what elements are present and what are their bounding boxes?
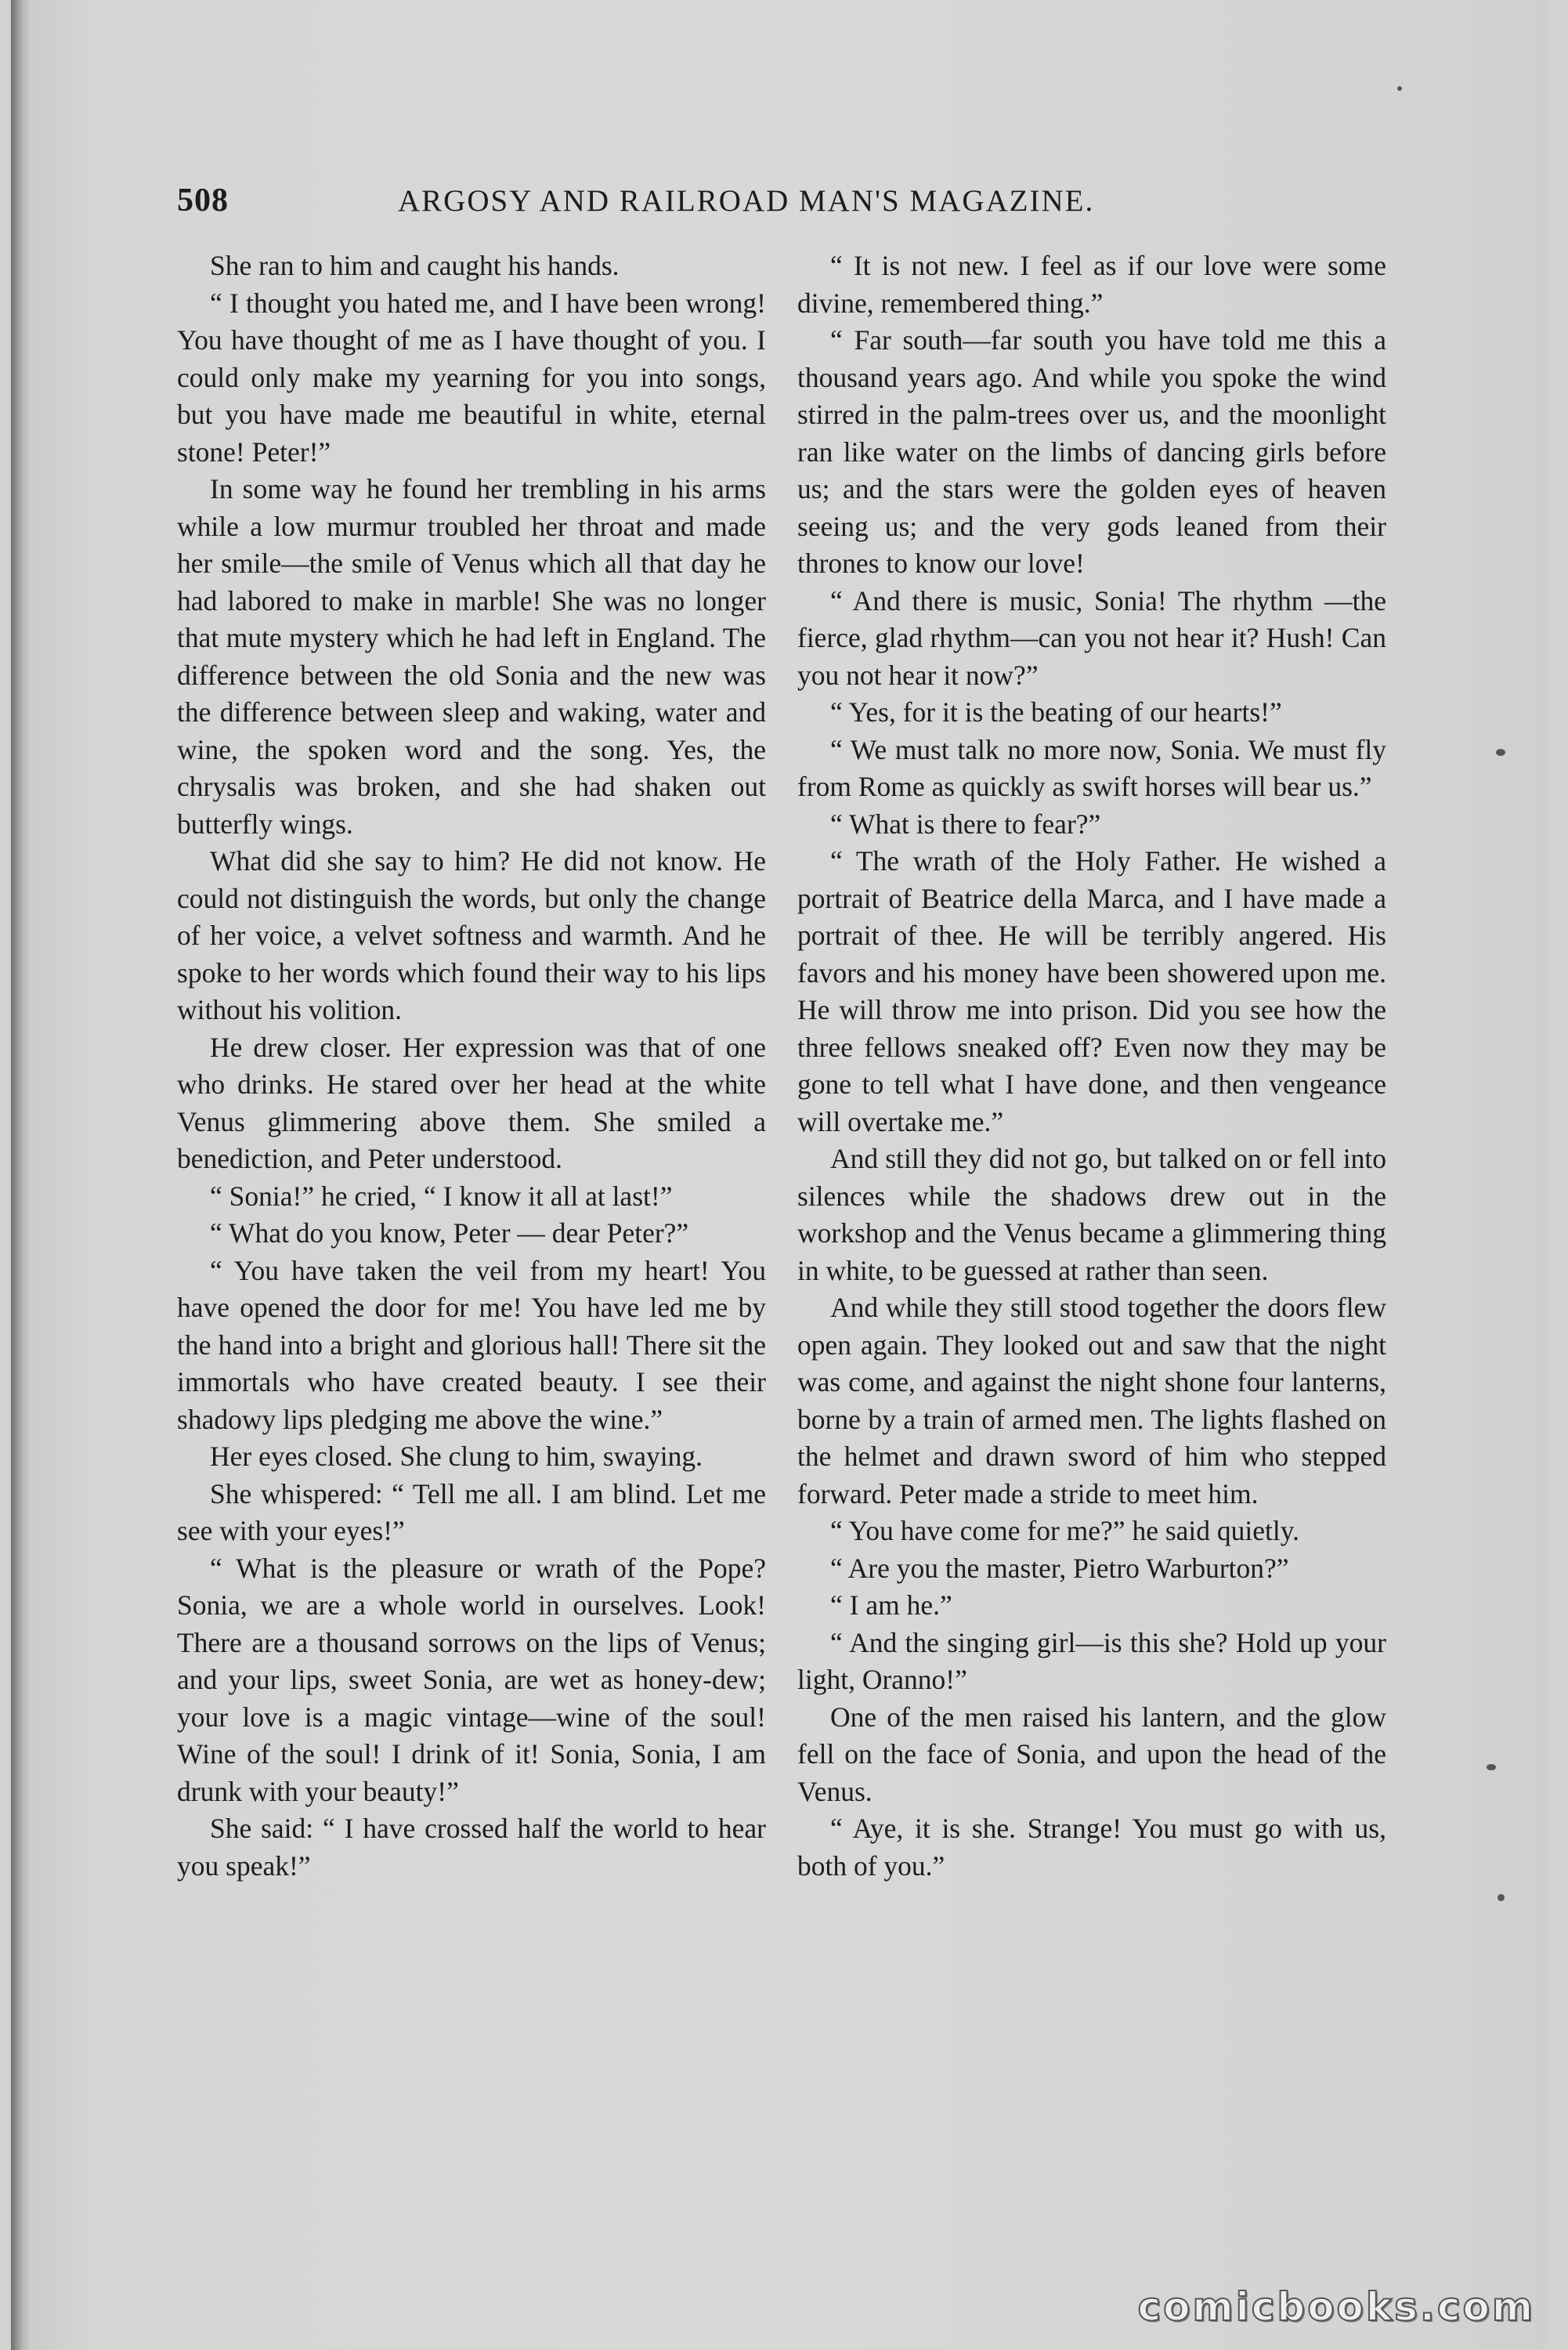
watermark-logo: comicbooks.com <box>1137 2284 1535 2330</box>
paragraph: “ Sonia!” he cried, “ I know it all at last!” <box>210 1180 673 1212</box>
paragraph: “ It is not new. I feel as if our love were some divine, remembered thing.” <box>797 250 1386 319</box>
paragraph: “ What is the pleasure or wrath of the Pope? Sonia, we are a whole world in ourselves. Look! There are a thousand sorrows on the lips of Venus; and your lips, sweet Sonia, are wet as honey-dew; your love is a magic vintage—wine of the soul! Wine of the soul! I drink of it! Sonia, Sonia, I am drunk with your beauty!” <box>177 1552 766 1807</box>
paragraph: One of the men raised his lantern, and the glow fell on the face of Sonia, and upon the head of the Venus. <box>797 1701 1386 1807</box>
paragraph: And still they did not go, but talked on or fell into silences while the shadows drew out in the workshop and the Venus became a glimmering thing in white, to be guessed at rather than seen. <box>797 1143 1386 1286</box>
paragraph: “ And there is music, Sonia! The rhythm —the fierce, glad rhythm—can you not hear it? Hush! Can you not hear it now?” <box>797 584 1386 691</box>
paper-speck <box>1496 749 1505 756</box>
magazine-page <box>11 0 1546 2350</box>
paragraph: “ Aye, it is she. Strange! You must go with us, both of you.” <box>797 1813 1386 1882</box>
paragraph: “ What is there to fear?” <box>830 808 1101 840</box>
paragraph: What did she say to him? He did not know. He could not distinguish the words, but only the change of her voice, a velvet softness and warmth. And he spoke to her words which found their way to his lips without his volition. <box>177 845 766 1025</box>
paragraph: And while they still stood together the doors flew open again. They looked out and saw that the night was come, and against the night shone four lanterns, borne by a train of armed men. The lights flashed on the helmet and drawn sword of him who stepped forward. Peter made a stride to meet him. <box>797 1292 1386 1509</box>
paragraph: “ Yes, for it is the beating of our hearts!” <box>830 696 1282 728</box>
paragraph: She ran to him and caught his hands. <box>210 250 620 281</box>
paper-speck <box>1397 86 1402 91</box>
paragraph: She whispered: “ Tell me all. I am blind. Let me see with your eyes!” <box>177 1477 766 1546</box>
paragraph: “ I thought you hated me, and I have been wrong! You have thought of me as I have thought of you. I could only make my yearning for you into songs, but you have made me beautiful in white, eternal stone! Peter!” <box>177 287 766 468</box>
paragraph: Her eyes closed. She clung to him, swaying. <box>210 1441 703 1472</box>
paper-speck <box>1487 1764 1496 1770</box>
paragraph: “ We must talk no more now, Sonia. We must fly from Rome as quickly as swift horses will bear us.” <box>797 733 1386 802</box>
paragraph: “ And the singing girl—is this she? Hold up your light, Oranno!” <box>797 1626 1386 1695</box>
paragraph: “ Are you the master, Pietro Warburton?” <box>830 1552 1289 1584</box>
paragraph: “ What do you know, Peter — dear Peter?” <box>210 1217 689 1249</box>
page-header <box>177 182 1383 229</box>
paragraph: “ I am he.” <box>830 1589 952 1621</box>
left-column <box>177 248 766 1885</box>
paragraph: He drew closer. Her expression was that of one who drinks. He stared over her head at the white Venus glimmering above them. She smiled a benediction, and Peter understood. <box>177 1031 766 1174</box>
page-spine-shadow <box>11 0 31 2350</box>
paragraph: In some way he found her trembling in his arms while a low murmur troubled her throat and made her smile—the smile of Venus which all that day he had labored to make in marble! She was no longer that mute mystery which he had left in England. The difference between the old Sonia and the new was the difference between sleep and waking, water and wine, the spoken word and the song. Yes, the chrysalis was broken, and she had shaken out butterfly wings. <box>177 473 766 840</box>
paragraph: “ You have come for me?” he said quietly. <box>830 1515 1300 1546</box>
paragraph: “ You have taken the veil from my heart! You have opened the door for me! You have led me by the hand into a bright and glorious hall! There sit the immortals who have created beauty. I see their shadowy lips pledging me above the wine.” <box>177 1254 766 1435</box>
paragraph: “ The wrath of the Holy Father. He wished a portrait of Beatrice della Marca, and I have made a portrait of thee. He will be terribly angered. His favors and his money have been showered upon me. He will throw me into prison. Did you see how the three fellows sneaked off? Even now they may be gone to tell what I have done, and then vengeance will overtake me.” <box>797 845 1386 1137</box>
right-column <box>797 248 1386 1885</box>
paper-speck <box>1498 1894 1505 1901</box>
running-head: ARGOSY AND RAILROAD MAN'S MAGAZINE. <box>398 184 1095 218</box>
paragraph: She said: “ I have crossed half the world to hear you speak!” <box>177 1813 766 1882</box>
paragraph: “ Far south—far south you have told me this a thousand years ago. And while you spoke the wind stirred in the palm-trees over us, and the moonlight ran like water on the limbs of dancing girls before us; and the stars were the golden eyes of heaven seeing us; and the very gods leaned from their thrones to know our love! <box>797 324 1386 579</box>
page-number: 508 <box>177 183 229 219</box>
